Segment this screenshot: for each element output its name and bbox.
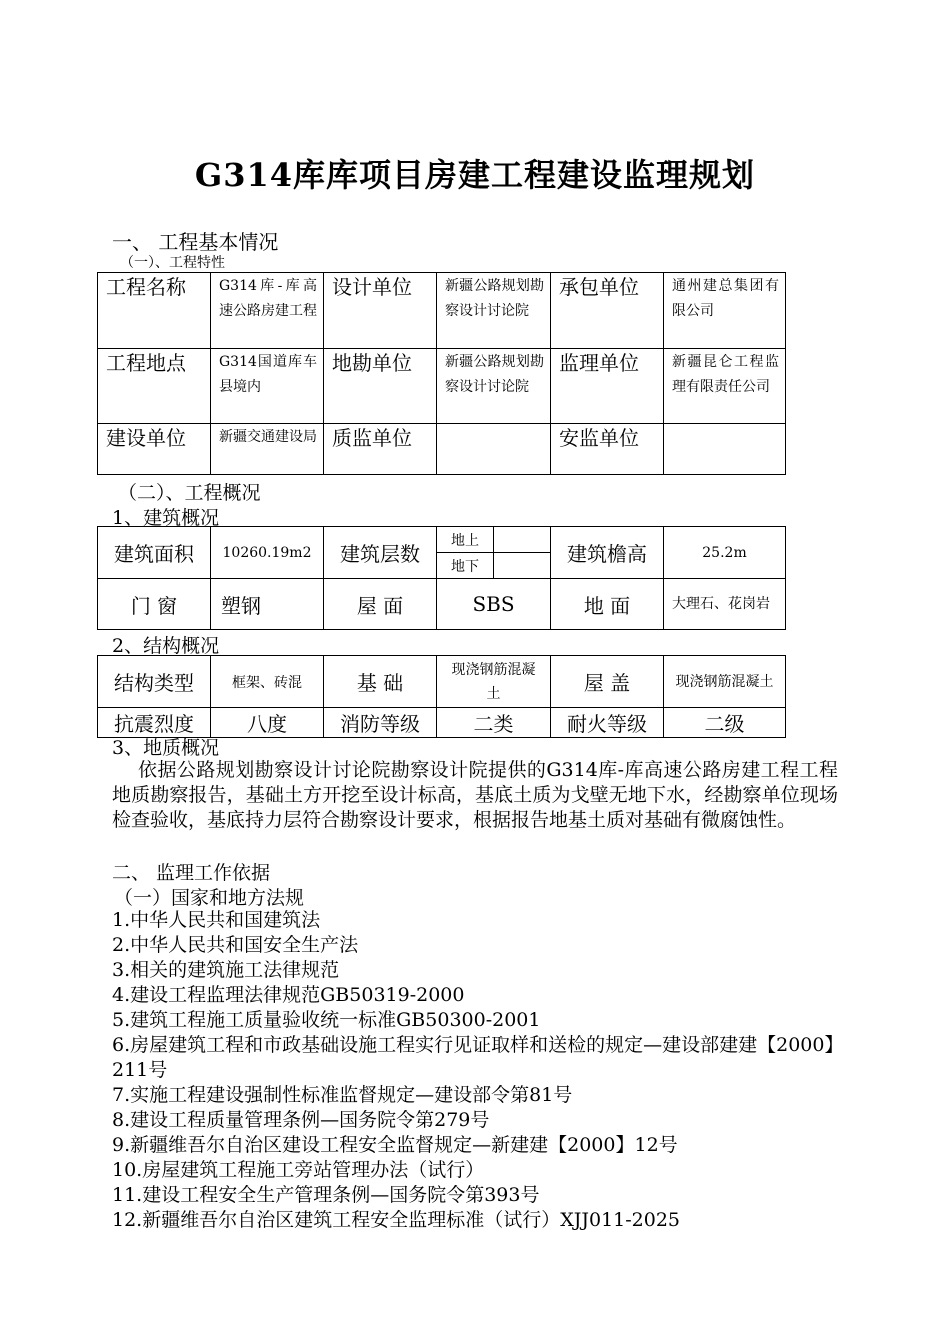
label-eave-height: 建筑檐高 (551, 527, 664, 579)
label-structure-type: 结构类型 (98, 656, 211, 708)
label-ground: 地 面 (551, 579, 664, 630)
section-1-heading: 一、 工程基本情况 (112, 230, 279, 254)
label-foundation: 基 础 (324, 656, 437, 708)
label-quality-unit: 质监单位 (324, 424, 437, 475)
value-building-area: 10260.19m2 (211, 527, 324, 579)
value-safety-unit (664, 424, 786, 475)
label-project-name: 工程名称 (98, 273, 211, 349)
list-item: 3.相关的建筑施工法律规范 (112, 959, 340, 981)
value-floors-above (494, 527, 551, 553)
label-design-unit: 设计单位 (324, 273, 437, 349)
list-item: 4.建设工程监理法律规范GB50319-2000 (112, 984, 465, 1006)
building-overview-table (97, 526, 786, 630)
label-supervision-unit: 监理单位 (551, 349, 664, 424)
section-2-1-heading: （一）国家和地方法规 (114, 887, 305, 909)
list-item: 12.新疆维吾尔自治区建筑工程安全监理标准（试行）XJJ011-2025 (112, 1209, 681, 1231)
value-owner-unit: 新疆交通建设局 (211, 424, 324, 475)
value-fire-protection-class: 二类 (437, 708, 551, 738)
value-doors-windows: 塑钢 (211, 579, 324, 630)
value-eave-height: 25.2m (664, 527, 786, 579)
section-1-2-heading: （二）、工程概况 (118, 482, 261, 504)
label-survey-unit: 地勘单位 (324, 349, 437, 424)
label-safety-unit: 安监单位 (551, 424, 664, 475)
value-seismic-intensity: 八度 (211, 708, 324, 738)
label-roof: 屋 面 (324, 579, 437, 630)
list-item: 2.中华人民共和国安全生产法 (112, 934, 359, 956)
label-floors-above: 地上 (437, 527, 494, 553)
value-floors-below (494, 553, 551, 579)
list-item: 1.中华人民共和国建筑法 (112, 909, 321, 931)
label-owner-unit: 建设单位 (98, 424, 211, 475)
section-1-1-heading: （一）、工程特性 (120, 255, 225, 271)
value-ground: 大理石、花岗岩 (664, 579, 786, 630)
value-contractor: 通州建总集团有限公司 (664, 273, 786, 349)
value-supervision-unit: 新疆昆仑工程监理有限责任公司 (664, 349, 786, 424)
list-item: 10.房屋建筑工程施工旁站管理办法（试行） (112, 1159, 485, 1181)
label-fire-protection-class: 消防等级 (324, 708, 437, 738)
label-roof-cover: 屋 盖 (551, 656, 664, 708)
value-survey-unit: 新疆公路规划勘察设计讨论院 (437, 349, 551, 424)
value-roof: SBS (437, 579, 551, 630)
label-project-location: 工程地点 (98, 349, 211, 424)
value-fire-resistance-class: 二级 (664, 708, 786, 738)
list-item: 7.实施工程建设强制性标准监督规定—建设部令第81号 (112, 1084, 573, 1106)
list-item: 9.新疆维吾尔自治区建设工程安全监督规定—新建建【2000】12号 (112, 1134, 678, 1156)
value-design-unit: 新疆公路规划勘察设计讨论院 (437, 273, 551, 349)
label-fire-resistance-class: 耐火等级 (551, 708, 664, 738)
value-project-location: G314国道库车县境内 (211, 349, 324, 424)
geology-overview-heading: 3、地质概况 (112, 737, 220, 759)
label-seismic-intensity: 抗震烈度 (98, 708, 211, 738)
list-item: 6.房屋建筑工程和市政基础设施工程实行见证取样和送检的规定—建设部建建【2000】211号 (112, 1034, 834, 1081)
section-2-heading: 二、 监理工作依据 (112, 862, 271, 884)
project-characteristics-table (97, 272, 786, 475)
list-item: 8.建设工程质量管理条例—国务院令第279号 (112, 1109, 490, 1131)
value-project-name: G314库-库高速公路房建工程 (211, 273, 324, 349)
label-floors-below: 地下 (437, 553, 494, 579)
label-building-area: 建筑面积 (98, 527, 211, 579)
label-building-floors: 建筑层数 (324, 527, 437, 579)
structure-overview-table (97, 655, 786, 738)
document-title: G314库库项目房建工程建设监理规划 (194, 156, 756, 194)
value-quality-unit (437, 424, 551, 475)
list-item: 5.建筑工程施工质量验收统一标准GB50300-2001 (112, 1009, 541, 1031)
value-structure-type: 框架、砖混 (211, 656, 324, 708)
label-doors-windows: 门 窗 (98, 579, 211, 630)
value-roof-cover: 现浇钢筋混凝土 (664, 656, 786, 708)
label-contractor: 承包单位 (551, 273, 664, 349)
value-foundation: 现浇钢筋混凝土 (437, 656, 551, 708)
list-item: 11.建设工程安全生产管理条例—国务院令第393号 (112, 1184, 540, 1206)
regulations-list (112, 908, 838, 1233)
building-overview-heading: 1、建筑概况 (112, 507, 220, 529)
geology-paragraph: 依据公路规划勘察设计讨论院勘察设计院提供的G314库-库高速公路房建工程工程地质勘察报告，基础土方开挖至设计标高，基底土质为戈壁无地下水，经勘察单位现场检查验收，基底持力层符合勘察设计要求，根据报告地基土质对基础有微腐蚀性。 (112, 759, 838, 831)
structure-overview-heading: 2、结构概况 (112, 635, 220, 657)
